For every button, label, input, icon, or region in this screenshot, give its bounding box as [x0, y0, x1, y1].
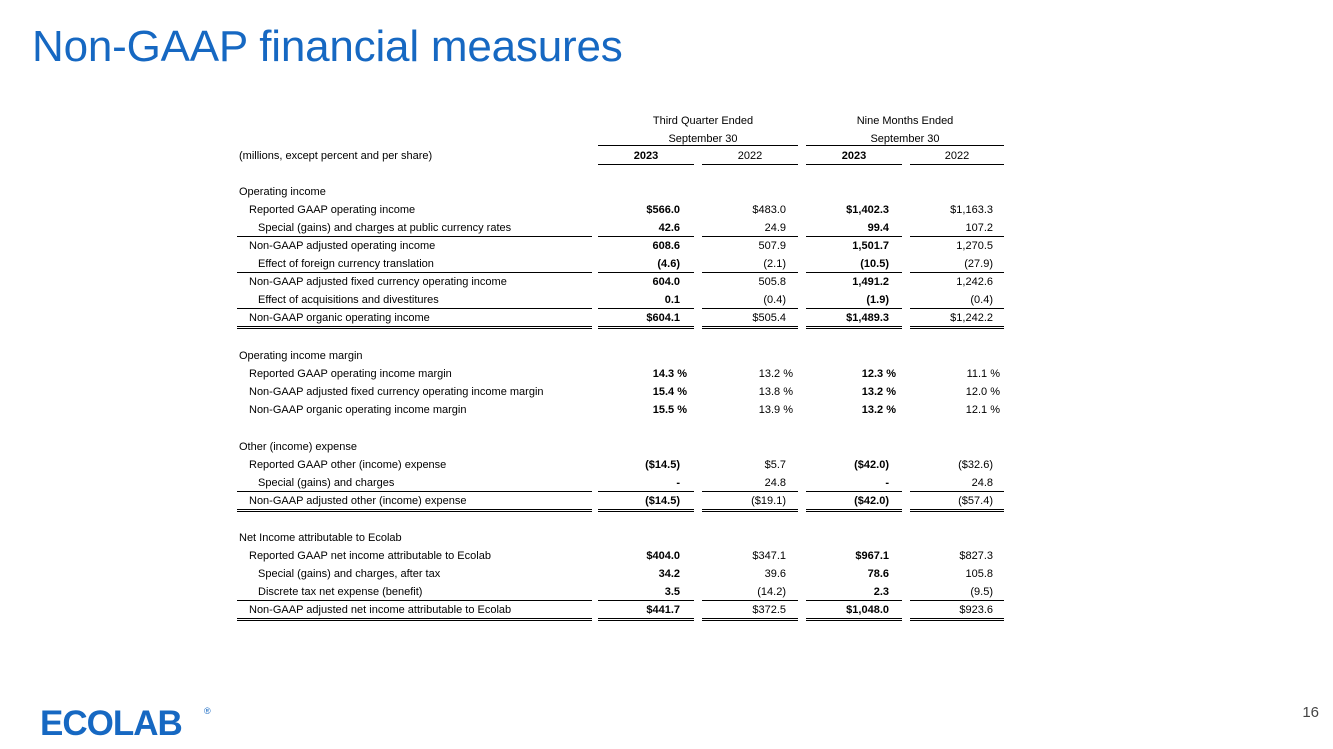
- row-rule: [598, 236, 694, 237]
- row-label: Effect of acquisitions and divestitures: [258, 294, 439, 306]
- table-cell: -: [676, 477, 680, 489]
- row-rule: [806, 308, 902, 309]
- row-rule: [702, 236, 798, 237]
- table-cell: (9.5): [970, 586, 993, 598]
- table-cell: 12.3 %: [861, 368, 896, 380]
- page-number: 16: [1302, 704, 1319, 721]
- ecolab-logo: [40, 702, 212, 742]
- row-rule: [910, 509, 1004, 512]
- col-group-header-line: Third Quarter Ended: [652, 115, 754, 127]
- row-rule: [910, 491, 1004, 492]
- row-label: Non-GAAP adjusted operating income: [249, 240, 436, 252]
- row-rule: [702, 509, 798, 512]
- row-label: Non-GAAP adjusted other (income) expense: [249, 495, 467, 507]
- col-group-header-nine-months: [800, 114, 1010, 146]
- logo-wordmark: ECOLAB: [40, 704, 182, 742]
- row-rule: [237, 491, 592, 492]
- table-cell: $1,242.2: [950, 312, 993, 324]
- row-label: Special (gains) and charges, after tax: [258, 568, 441, 580]
- row-rule: [910, 272, 1004, 273]
- table-cell: (10.5): [860, 258, 889, 270]
- table-cell: (0.4): [763, 294, 786, 306]
- table-cell: ($19.1): [751, 495, 786, 507]
- row-label: Special (gains) and charges: [258, 477, 395, 489]
- col-group-header-line: September 30: [668, 133, 738, 145]
- row-rule: [910, 618, 1004, 621]
- row-rule: [598, 600, 694, 601]
- row-rule: [806, 509, 902, 512]
- table-cell: 15.4 %: [652, 386, 687, 398]
- row-rule: [598, 491, 694, 492]
- table-cell: 13.9 %: [758, 404, 793, 416]
- row-rule: [806, 618, 902, 621]
- row-label: Reported GAAP operating income margin: [249, 368, 452, 380]
- col-group-header-q3: [598, 114, 808, 146]
- row-rule: [806, 600, 902, 601]
- row-label: Non-GAAP organic operating income: [249, 312, 430, 324]
- units-label: (millions, except percent and per share): [239, 150, 433, 162]
- table-cell: 12.0 %: [965, 386, 1000, 398]
- row-rule: [237, 618, 592, 621]
- table-cell: 3.5: [664, 586, 680, 598]
- table-cell: 1,491.2: [852, 276, 889, 288]
- table-cell: ($14.5): [645, 495, 680, 507]
- page-title: Non-GAAP financial measures: [32, 22, 623, 71]
- row-label: Reported GAAP operating income: [249, 204, 416, 216]
- header-rule: [806, 145, 1004, 146]
- row-rule: [910, 308, 1004, 309]
- row-rule: [806, 236, 902, 237]
- row-rule: [598, 509, 694, 512]
- table-cell: 24.9: [764, 222, 786, 234]
- row-label: Non-GAAP adjusted fixed currency operating income margin: [249, 386, 544, 398]
- table-cell: 1,270.5: [956, 240, 993, 252]
- row-rule: [806, 491, 902, 492]
- table-cell: 1,501.7: [852, 240, 889, 252]
- table-cell: $505.4: [752, 312, 786, 324]
- table-cell: $372.5: [752, 604, 786, 616]
- table-cell: ($42.0): [854, 495, 889, 507]
- table-cell: 13.2 %: [861, 404, 896, 416]
- section-heading: Other (income) expense: [239, 441, 357, 453]
- row-rule: [237, 272, 592, 273]
- row-rule: [702, 308, 798, 309]
- table-cell: 34.2: [658, 568, 680, 580]
- year-header: 2022: [737, 150, 763, 162]
- table-cell: $604.1: [646, 312, 680, 324]
- table-cell: 507.9: [758, 240, 786, 252]
- year-rule: [598, 164, 694, 165]
- section-heading: Operating income margin: [239, 350, 363, 362]
- table-cell: $347.1: [752, 550, 786, 562]
- row-rule: [237, 600, 592, 601]
- row-label: Non-GAAP adjusted fixed currency operating income: [249, 276, 507, 288]
- table-cell: $566.0: [646, 204, 680, 216]
- table-cell: 24.8: [764, 477, 786, 489]
- row-rule: [598, 308, 694, 309]
- table-cell: 608.6: [652, 240, 680, 252]
- table-cell: (2.1): [763, 258, 786, 270]
- row-label: Effect of foreign currency translation: [258, 258, 434, 270]
- table-cell: (1.9): [866, 294, 889, 306]
- year-header: 2023: [841, 150, 867, 162]
- table-cell: 24.8: [971, 477, 993, 489]
- table-cell: 107.2: [965, 222, 993, 234]
- row-label: Reported GAAP other (income) expense: [249, 459, 447, 471]
- table-cell: ($42.0): [854, 459, 889, 471]
- year-header: 2022: [944, 150, 970, 162]
- table-cell: (27.9): [964, 258, 993, 270]
- table-cell: (4.6): [657, 258, 680, 270]
- row-label: Special (gains) and charges at public currency rates: [258, 222, 512, 234]
- table-cell: $1,163.3: [950, 204, 993, 216]
- table-cell: 13.2 %: [758, 368, 793, 380]
- row-rule: [702, 272, 798, 273]
- year-rule: [910, 164, 1004, 165]
- registered-mark: ®: [204, 706, 211, 716]
- table-cell: $967.1: [855, 550, 889, 562]
- row-rule: [806, 326, 902, 329]
- table-cell: 604.0: [652, 276, 680, 288]
- table-cell: $1,489.3: [846, 312, 889, 324]
- table-cell: 99.4: [867, 222, 889, 234]
- table-cell: 105.8: [965, 568, 993, 580]
- table-cell: 11.1 %: [966, 368, 1000, 380]
- section-heading: Net Income attributable to Ecolab: [239, 532, 402, 544]
- table-cell: 12.1 %: [965, 404, 1000, 416]
- table-cell: 1,242.6: [956, 276, 993, 288]
- row-rule: [910, 236, 1004, 237]
- row-label: Reported GAAP net income attributable to Ecolab: [249, 550, 491, 562]
- col-group-header-line: Nine Months Ended: [856, 115, 954, 127]
- year-rule: [806, 164, 902, 165]
- table-cell: (0.4): [970, 294, 993, 306]
- row-rule: [702, 618, 798, 621]
- row-rule: [702, 326, 798, 329]
- table-cell: $1,048.0: [846, 604, 889, 616]
- table-cell: $923.6: [959, 604, 993, 616]
- table-cell: 15.5 %: [652, 404, 687, 416]
- header-rule: [598, 145, 798, 146]
- table-cell: $483.0: [752, 204, 786, 216]
- row-label: Non-GAAP organic operating income margin: [249, 404, 467, 416]
- year-rule: [702, 164, 798, 165]
- row-rule: [598, 272, 694, 273]
- table-cell: ($14.5): [645, 459, 680, 471]
- row-label: Non-GAAP adjusted net income attributable to Ecolab: [249, 604, 512, 616]
- table-cell: $1,402.3: [846, 204, 889, 216]
- row-rule: [910, 600, 1004, 601]
- table-cell: 39.6: [764, 568, 786, 580]
- section-heading: Operating income: [239, 186, 326, 198]
- row-rule: [702, 600, 798, 601]
- row-rule: [237, 308, 592, 309]
- row-rule: [910, 326, 1004, 329]
- table-cell: -: [885, 477, 889, 489]
- year-header: 2023: [633, 150, 659, 162]
- col-group-header-line: September 30: [870, 133, 940, 145]
- row-rule: [598, 618, 694, 621]
- table-cell: $5.7: [764, 459, 786, 471]
- table-cell: 78.6: [867, 568, 889, 580]
- table-cell: ($32.6): [958, 459, 993, 471]
- row-rule: [237, 509, 592, 512]
- table-cell: $404.0: [646, 550, 680, 562]
- table-cell: (14.2): [757, 586, 786, 598]
- table-cell: 0.1: [664, 294, 680, 306]
- table-cell: 13.8 %: [758, 386, 793, 398]
- row-rule: [806, 272, 902, 273]
- table-cell: 505.8: [758, 276, 786, 288]
- table-cell: 14.3 %: [652, 368, 687, 380]
- table-cell: $441.7: [646, 604, 680, 616]
- row-rule: [702, 491, 798, 492]
- table-cell: 42.6: [658, 222, 680, 234]
- table-cell: ($57.4): [958, 495, 993, 507]
- row-label: Discrete tax net expense (benefit): [258, 586, 423, 598]
- row-rule: [598, 326, 694, 329]
- table-cell: 13.2 %: [861, 386, 896, 398]
- table-cell: 2.3: [873, 586, 889, 598]
- row-rule: [237, 236, 592, 237]
- table-cell: $827.3: [959, 550, 993, 562]
- row-rule: [237, 326, 592, 329]
